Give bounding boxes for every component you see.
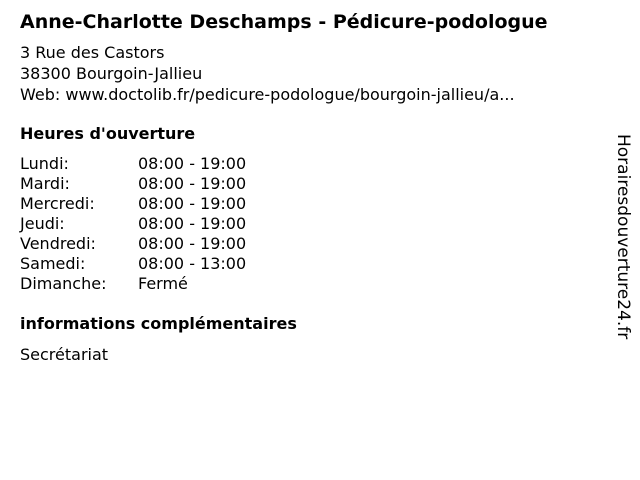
additional-info-text: Secrétariat bbox=[20, 345, 109, 364]
additional-info-heading: informations complémentaires bbox=[20, 314, 297, 333]
site-watermark: Horairesdouverture24.fr bbox=[613, 134, 633, 340]
day-label: Vendredi: bbox=[20, 234, 96, 253]
day-label: Mercredi: bbox=[20, 194, 95, 213]
hours-value: 08:00 - 19:00 bbox=[138, 194, 247, 213]
day-label: Jeudi: bbox=[20, 214, 65, 233]
day-label: Mardi: bbox=[20, 174, 70, 193]
hours-value: 08:00 - 19:00 bbox=[138, 234, 247, 253]
hours-value: 08:00 - 19:00 bbox=[138, 174, 247, 193]
hours-value: 08:00 - 19:00 bbox=[138, 154, 247, 173]
hours-value: Fermé bbox=[138, 274, 188, 293]
opening-hours-heading: Heures d'ouverture bbox=[20, 124, 196, 143]
address-city: 38300 Bourgoin-Jallieu bbox=[20, 64, 203, 83]
hours-value: 08:00 - 13:00 bbox=[138, 254, 247, 273]
day-label: Samedi: bbox=[20, 254, 86, 273]
day-label: Lundi: bbox=[20, 154, 69, 173]
address-street: 3 Rue des Castors bbox=[20, 43, 165, 62]
website-link[interactable]: Web: www.doctolib.fr/pedicure-podologue/bourgoin-jallieu/a... bbox=[20, 85, 515, 104]
day-label: Dimanche: bbox=[20, 274, 107, 293]
hours-value: 08:00 - 19:00 bbox=[138, 214, 247, 233]
page-title: Anne-Charlotte Deschamps - Pédicure-podologue bbox=[20, 11, 548, 33]
